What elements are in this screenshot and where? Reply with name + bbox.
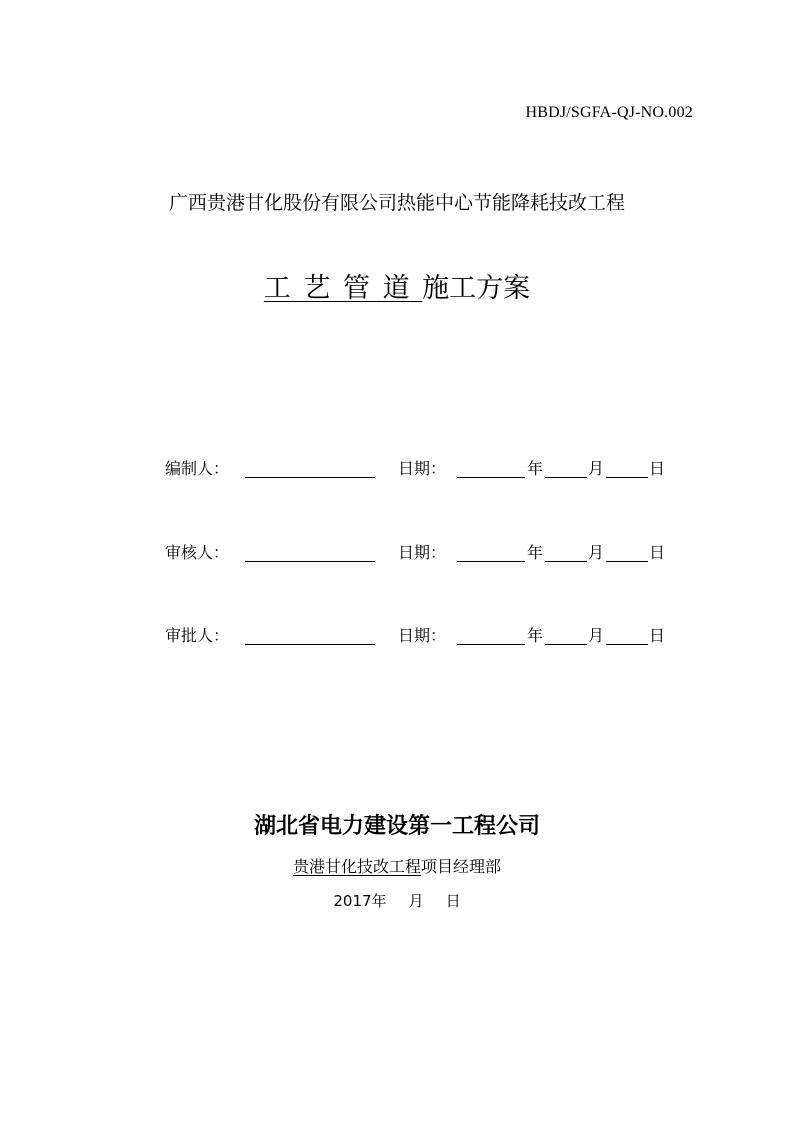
day-blank-line — [606, 644, 648, 645]
month-label: 月 — [588, 626, 605, 645]
footer-day: 日 — [445, 892, 461, 910]
signature-row-approver — [0, 626, 794, 650]
year-label: 年 — [527, 543, 544, 562]
year-blank-line — [457, 477, 525, 478]
document-code: HBDJ/SGFA-QJ-NO.002 — [525, 104, 693, 121]
year-label: 年 — [527, 459, 544, 478]
month-label: 月 — [588, 459, 605, 478]
year-blank-line — [457, 644, 525, 645]
date-label: 日期： — [398, 543, 447, 562]
approver-label: 审批人： — [165, 626, 230, 645]
preparer-signature-line — [245, 477, 375, 478]
project-name: 广西贵港甘化股份有限公司热能中心节能降耗技改工程 — [168, 192, 625, 214]
day-label: 日 — [649, 459, 666, 478]
footer-month: 月 — [408, 892, 424, 910]
date-label: 日期： — [398, 459, 447, 478]
day-blank-line — [606, 561, 648, 562]
department-name — [0, 854, 794, 877]
year-label: 年 — [527, 626, 544, 645]
reviewer-signature-line — [245, 561, 375, 562]
signature-row-preparer — [0, 459, 794, 483]
title-underlined-part: 工 艺 管 道 — [263, 273, 423, 304]
company-name: 湖北省电力建设第一工程公司 — [253, 814, 540, 839]
footer-year: 2017年 — [333, 892, 387, 910]
footer-date — [0, 890, 794, 911]
day-label: 日 — [649, 543, 666, 562]
month-blank-line — [545, 644, 587, 645]
date-label: 日期： — [398, 626, 447, 645]
reviewer-label: 审核人： — [165, 543, 230, 562]
month-label: 月 — [588, 543, 605, 562]
department-rest: 项目经理部 — [421, 857, 502, 876]
year-blank-line — [457, 561, 525, 562]
department-underlined-part: 贵港甘化技改工程 — [292, 857, 421, 876]
preparer-label: 编制人： — [165, 459, 230, 478]
approver-signature-line — [245, 644, 375, 645]
day-label: 日 — [649, 626, 666, 645]
title-rest: 施工方案 — [422, 273, 531, 304]
day-blank-line — [606, 477, 648, 478]
month-blank-line — [545, 561, 587, 562]
document-title — [0, 266, 794, 305]
month-blank-line — [545, 477, 587, 478]
signature-row-reviewer — [0, 543, 794, 567]
